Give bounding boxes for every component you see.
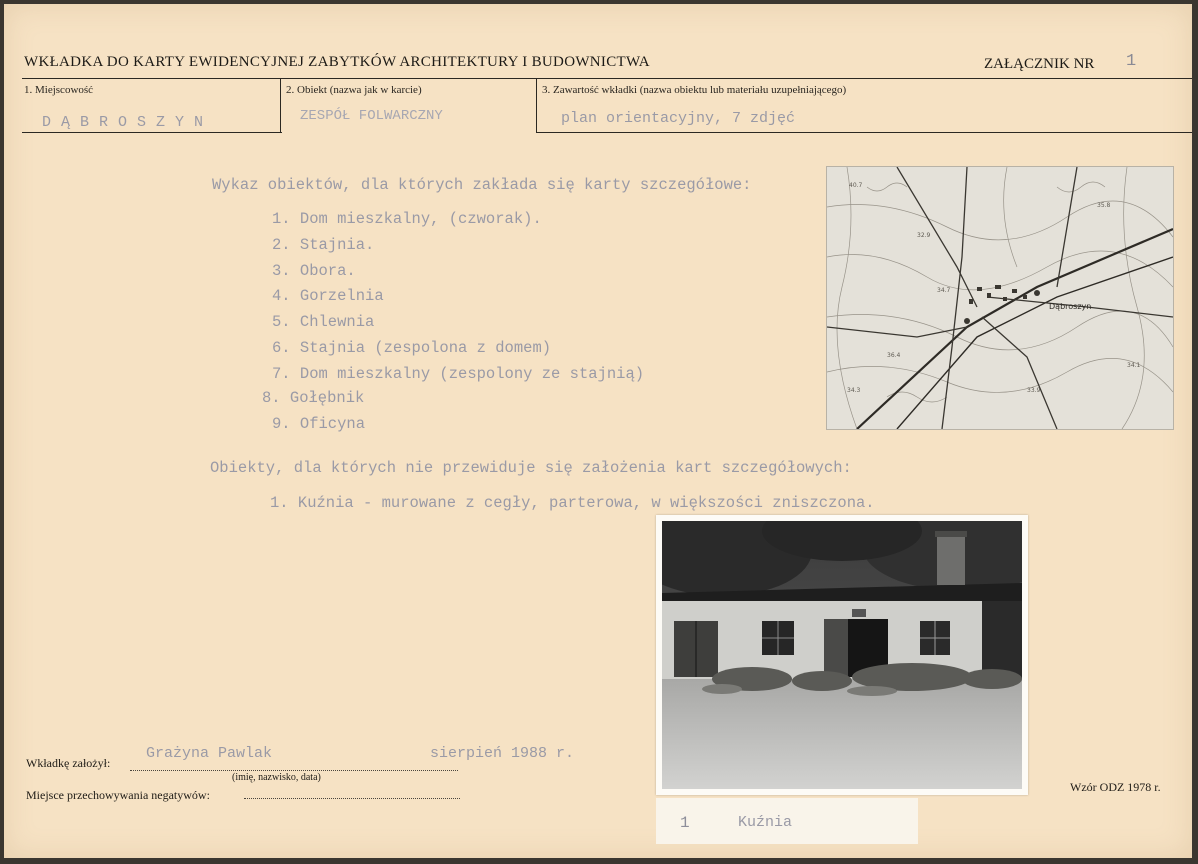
annex-number: 1 — [1126, 52, 1137, 71]
svg-text:34.3: 34.3 — [847, 387, 861, 394]
svg-text:33.9: 33.9 — [1027, 387, 1041, 394]
list-item: 1. Dom mieszkalny, (czworak). — [272, 210, 542, 228]
list-item: 7. Dom mieszkalny (zespolony ze stajnią) — [272, 365, 645, 383]
annex-label: ZAŁĄCZNIK NR — [984, 56, 1095, 72]
photo-caption — [656, 798, 918, 844]
negatives-label: Miejsce przechowywania negatywów: — [26, 788, 210, 802]
founder-note: (imię, nazwisko, data) — [232, 772, 321, 783]
list-item: 6. Stajnia (zespolona z domem) — [272, 339, 552, 357]
svg-text:35.8: 35.8 — [1097, 202, 1111, 209]
list-item: 2. Stajnia. — [272, 236, 375, 254]
header-rule — [22, 78, 1192, 79]
list-item: 4. Gorzelnia — [272, 287, 384, 305]
photo-caption-text: Kuźnia — [738, 814, 793, 831]
detailed-list-heading: Wykaz obiektów, dla których zakłada się karty szczegółowe: — [212, 176, 752, 194]
founder-name: Grażyna Pawlak — [146, 745, 273, 762]
inventory-card — [4, 4, 1192, 858]
topographic-map-drawing — [827, 167, 1173, 429]
obiekt-value: ZESPÓŁ FOLWARCZNY — [300, 108, 443, 124]
zawartosc-value: plan orientacyjny, 7 zdjęć — [561, 110, 796, 127]
map-town-label: Dąbroszyn — [1049, 302, 1092, 311]
field-rule-1 — [22, 132, 282, 133]
obiekt-label: 2. Obiekt (nazwa jak w karcie) — [286, 84, 422, 96]
list-item: 5. Chlewnia — [272, 313, 375, 331]
founder-label: Wkładkę założył: — [26, 756, 111, 770]
field-divider-2 — [536, 78, 537, 132]
list-item: 1. Kuźnia - murowane z cegły, parterowa, w większości zniszczona. — [270, 494, 875, 512]
field-divider-1 — [280, 78, 281, 132]
field-rule-3 — [536, 132, 1192, 133]
negatives-dotted-line — [244, 798, 460, 799]
form-code: Wzór ODZ 1978 r. — [1070, 780, 1161, 794]
orientation-map — [826, 166, 1174, 430]
list-item: 3. Obora. — [272, 262, 356, 280]
miejscowosc-label: 1. Miejscowość — [24, 84, 94, 96]
smithy-photo — [662, 521, 1022, 789]
form-title: WKŁADKA DO KARTY EWIDENCYJNEJ ZABYTKÓW ARCHITEKTURY I BUDOWNICTWA — [24, 54, 650, 70]
photo-frame — [656, 515, 1028, 795]
svg-text:36.4: 36.4 — [887, 352, 901, 359]
svg-text:34.1: 34.1 — [1127, 362, 1141, 369]
svg-text:40.7: 40.7 — [849, 182, 863, 189]
zawartosc-label: 3. Zawartość wkładki (nazwa obiektu lub materiału uzupełniającego) — [542, 84, 847, 96]
no-card-list-heading: Obiekty, dla których nie przewiduje się założenia kart szczegółowych: — [210, 459, 852, 477]
miejscowosc-value: DĄBROSZYN — [42, 114, 214, 131]
list-item: 9. Oficyna — [272, 415, 366, 433]
founder-dotted-line — [130, 770, 458, 771]
list-item: 8. Gołębnik — [262, 389, 365, 407]
photo-caption-number: 1 — [680, 814, 690, 832]
svg-text:32.9: 32.9 — [917, 232, 931, 239]
founder-date: sierpień 1988 r. — [430, 745, 575, 762]
svg-text:34.7: 34.7 — [937, 287, 951, 294]
